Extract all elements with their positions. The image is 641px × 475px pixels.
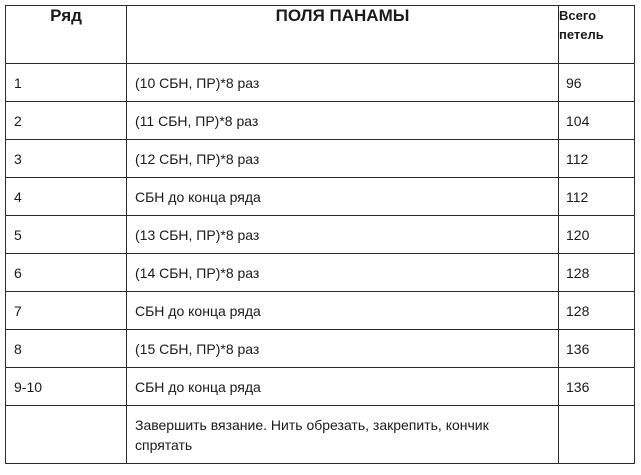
- row-number: 5: [6, 216, 127, 254]
- row-total: 128: [559, 254, 635, 292]
- row-description-finish: [127, 406, 559, 464]
- row-number: 3: [6, 140, 127, 178]
- row-number: 4: [6, 178, 127, 216]
- row-description: (13 СБН, ПР)*8 раз: [127, 216, 559, 254]
- table-row: [6, 64, 635, 102]
- table-row: [6, 216, 635, 254]
- row-total: 112: [559, 140, 635, 178]
- table-row: [6, 254, 635, 292]
- row-number: 6: [6, 254, 127, 292]
- header-description: ПОЛЯ ПАНАМЫ: [127, 6, 559, 64]
- row-description: СБН до конца ряда: [127, 368, 559, 406]
- row-number: [6, 406, 127, 464]
- table-row-final: [6, 406, 635, 464]
- row-total: 136: [559, 330, 635, 368]
- row-number: 8: [6, 330, 127, 368]
- row-total: 120: [559, 216, 635, 254]
- row-description: (12 СБН, ПР)*8 раз: [127, 140, 559, 178]
- pattern-table: [5, 5, 635, 464]
- row-description: СБН до конца ряда: [127, 178, 559, 216]
- row-total: 104: [559, 102, 635, 140]
- row-total: 112: [559, 178, 635, 216]
- header-row-number: Ряд: [6, 6, 127, 64]
- row-total: [559, 406, 635, 464]
- header-total-label: Всего петель: [559, 8, 604, 42]
- finish-instruction: Завершить вязание. Нить обрезать, закрепить, кончик спрятать: [135, 416, 489, 453]
- row-description: (10 СБН, ПР)*8 раз: [127, 64, 559, 102]
- table-row: [6, 292, 635, 330]
- table-row: [6, 330, 635, 368]
- row-description: (15 СБН, ПР)*8 раз: [127, 330, 559, 368]
- table-row: [6, 140, 635, 178]
- row-total: 136: [559, 368, 635, 406]
- row-number: 7: [6, 292, 127, 330]
- row-description: (11 СБН, ПР)*8 раз: [127, 102, 559, 140]
- pattern-sheet: [5, 5, 634, 464]
- row-total: 96: [559, 64, 635, 102]
- table-header-row: [6, 6, 635, 64]
- row-description: (14 СБН, ПР)*8 раз: [127, 254, 559, 292]
- row-total: 128: [559, 292, 635, 330]
- row-number: 9-10: [6, 368, 127, 406]
- table-row: [6, 368, 635, 406]
- row-number: 1: [6, 64, 127, 102]
- table-row: [6, 178, 635, 216]
- table-row: [6, 102, 635, 140]
- row-description: СБН до конца ряда: [127, 292, 559, 330]
- header-total-stitches: [559, 6, 635, 64]
- row-number: 2: [6, 102, 127, 140]
